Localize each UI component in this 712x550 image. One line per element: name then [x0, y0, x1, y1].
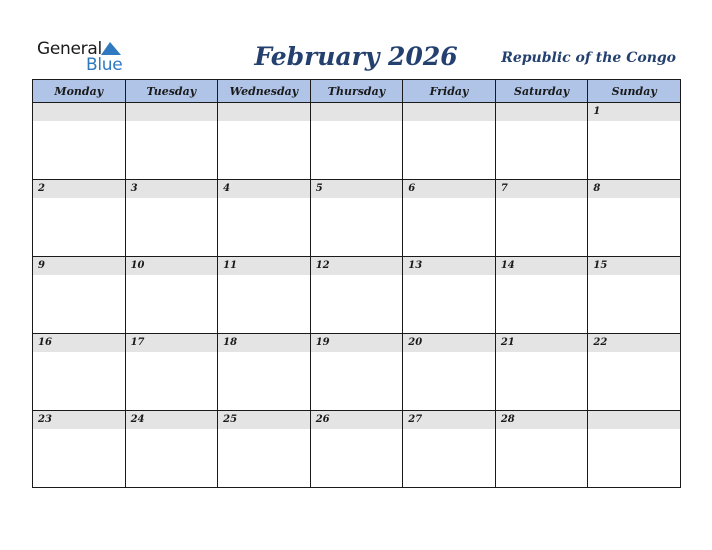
weekday-header: Thursday [310, 80, 403, 103]
logo-general-text: General [37, 39, 102, 59]
day-number: 20 [403, 334, 495, 352]
day-cell [218, 257, 311, 334]
day-number: 4 [218, 180, 310, 198]
day-cell [125, 334, 218, 411]
day-cell [33, 180, 126, 257]
day-cell [218, 411, 311, 488]
day-cell [588, 334, 681, 411]
day-number: 1 [588, 103, 680, 121]
day-number [496, 103, 588, 121]
day-number: 9 [33, 257, 125, 275]
day-number: 19 [311, 334, 403, 352]
day-number: 15 [588, 257, 680, 275]
day-cell [125, 411, 218, 488]
day-number: 22 [588, 334, 680, 352]
day-cell [310, 103, 403, 180]
day-number: 21 [496, 334, 588, 352]
day-cell [310, 257, 403, 334]
calendar-grid [32, 79, 681, 488]
day-cell [495, 411, 588, 488]
day-number: 24 [126, 411, 218, 429]
day-number: 10 [126, 257, 218, 275]
weekday-header-row [33, 80, 681, 103]
weekday-header: Friday [403, 80, 496, 103]
day-cell [218, 334, 311, 411]
day-number: 13 [403, 257, 495, 275]
day-cell [310, 180, 403, 257]
day-cell [403, 411, 496, 488]
brand-logo [37, 39, 127, 73]
day-cell [33, 257, 126, 334]
day-cell [218, 103, 311, 180]
day-number: 23 [33, 411, 125, 429]
day-cell [495, 257, 588, 334]
day-number [403, 103, 495, 121]
calendar-title: February 2026 [254, 42, 458, 71]
day-cell [403, 334, 496, 411]
day-number: 5 [311, 180, 403, 198]
day-cell [403, 180, 496, 257]
weekday-header: Saturday [495, 80, 588, 103]
day-cell [403, 103, 496, 180]
week-row [33, 411, 681, 488]
day-cell [33, 334, 126, 411]
day-cell [588, 180, 681, 257]
weekday-header: Wednesday [218, 80, 311, 103]
logo-triangle-icon [101, 42, 121, 56]
day-number: 12 [311, 257, 403, 275]
day-cell [125, 180, 218, 257]
day-number: 27 [403, 411, 495, 429]
country-name: Republic of the Congo [501, 50, 676, 66]
day-cell [310, 334, 403, 411]
day-number [126, 103, 218, 121]
week-row [33, 257, 681, 334]
day-cell [588, 411, 681, 488]
weekday-header: Monday [33, 80, 126, 103]
week-row [33, 334, 681, 411]
day-number: 26 [311, 411, 403, 429]
day-number: 2 [33, 180, 125, 198]
day-cell [588, 257, 681, 334]
week-row [33, 180, 681, 257]
day-number: 8 [588, 180, 680, 198]
day-number: 14 [496, 257, 588, 275]
weekday-header: Tuesday [125, 80, 218, 103]
day-number: 18 [218, 334, 310, 352]
day-cell [588, 103, 681, 180]
day-number: 16 [33, 334, 125, 352]
day-number: 7 [496, 180, 588, 198]
day-number: 28 [496, 411, 588, 429]
logo-blue-text: Blue [86, 55, 123, 75]
day-cell [218, 180, 311, 257]
day-cell [125, 257, 218, 334]
day-number [33, 103, 125, 121]
week-row [33, 103, 681, 180]
day-cell [495, 334, 588, 411]
day-number [218, 103, 310, 121]
day-cell [495, 103, 588, 180]
day-cell [33, 103, 126, 180]
day-number: 11 [218, 257, 310, 275]
day-number [588, 411, 680, 429]
day-cell [33, 411, 126, 488]
day-cell [495, 180, 588, 257]
day-cell [310, 411, 403, 488]
day-number: 25 [218, 411, 310, 429]
day-cell [403, 257, 496, 334]
day-cell [125, 103, 218, 180]
day-number [311, 103, 403, 121]
day-number: 3 [126, 180, 218, 198]
day-number: 6 [403, 180, 495, 198]
day-number: 17 [126, 334, 218, 352]
weekday-header: Sunday [588, 80, 681, 103]
